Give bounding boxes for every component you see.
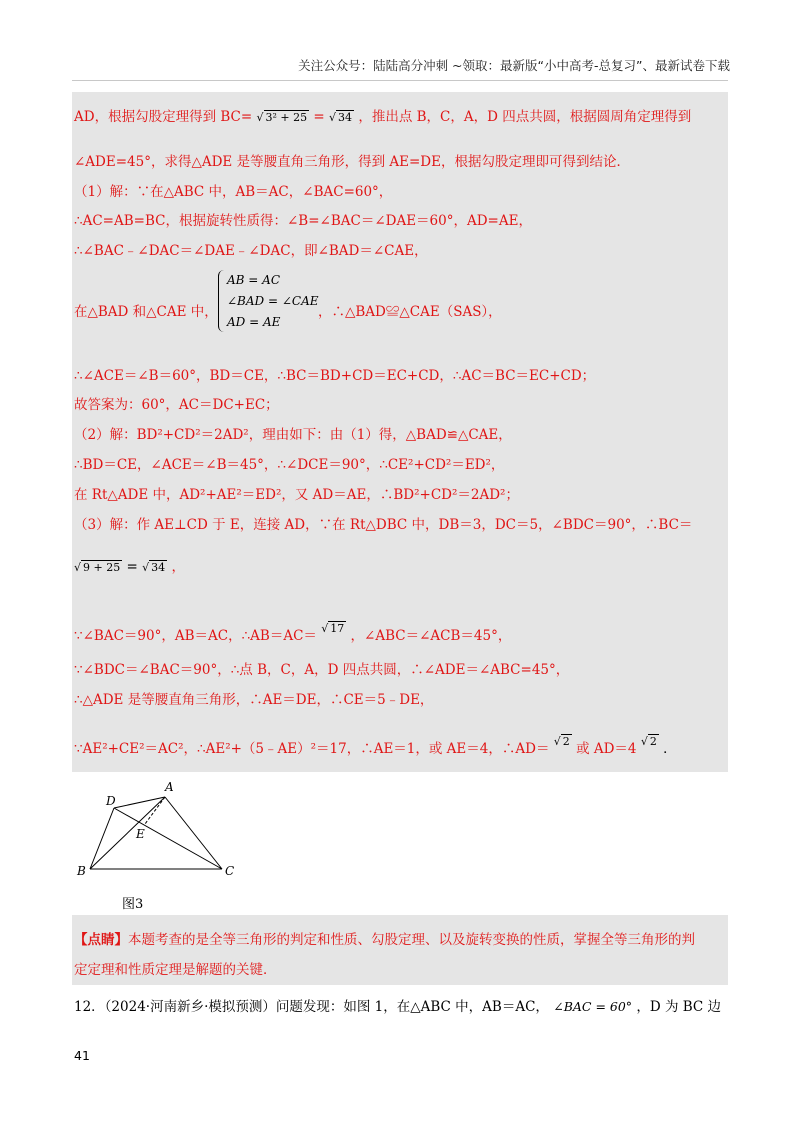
equals-sign: = [313,109,325,125]
question-angle: ∠BAC = 60° [553,999,633,1014]
sqrt-34: √ 34 [329,110,353,124]
line-1-text-c: ，推出点 B，C，A，D 四点共圆，根据圆周角定理得到 [358,109,692,125]
segment-DC [114,808,222,869]
solution-line-17 [74,733,677,758]
line-1-text-a: AD，根据勾股定理得到 BC= [74,109,253,125]
line-17-text-b: 或 AD＝4 [576,741,637,757]
segment-DA [114,797,165,808]
label-D: D [106,794,116,808]
line-14-text-b: ，∠ABC＝∠ACB＝45°， [350,628,512,644]
segment-BA [90,797,165,869]
label-A: A [165,780,174,794]
figure-3-diagram [72,772,244,914]
solution-line-11: 在 Rt△ADE 中，AD²+AE²＝ED²，又 AD＝AE，∴BD²+CD²＝2AD²； [74,487,519,503]
sqrt-17: √ 17 [321,622,345,635]
solution-line-9: （2）解：BD²+CD²＝2AD²，理由如下：由（1）得，△BAD≌△CAE， [74,427,512,443]
equation-system [218,270,337,332]
sqrt-34-b: √ 34 [142,560,166,574]
system-eq-3: AD = AE [227,315,281,329]
solution-line-2: ∠ADE=45°，求得△ADE 是等腰直角三角形，得到 AE=DE，根据勾股定理即可得到结论． [74,154,630,170]
page-number: 41 [74,1048,90,1063]
segment-BD [90,808,114,869]
note-line-1 [74,931,695,949]
header-divider [72,80,728,81]
sqrt-2: √ 2 [553,735,570,748]
solution-line-5: ∴∠BAC﹣∠DAC＝∠DAE﹣∠DAC，即∠BAD＝∠CAE， [74,243,428,259]
page-header: 关注公众号：陆陆高分冲刺 ~领取：最新版“小中高考-总复习”、最新试卷下载 [298,58,730,73]
solution-line-13 [74,558,185,577]
sqrt-expression: √ 3² + 25 [256,110,308,124]
equals-sign-2: = [126,559,138,575]
solution-line-12: （3）解：作 AE⊥CD 于 E，连接 AD，∵在 Rt△DBC 中，DB＝3，DC＝5，∠BDC＝90°，∴BC＝ [74,517,693,533]
question-12 [74,995,721,1015]
solution-line-14 [74,620,511,645]
solution-line-3: （1）解：∵在△ABC 中，AB＝AC，∠BAC=60°， [74,184,393,200]
solution-line-1 [74,108,691,127]
solution-line-6-pre: 在△BAD 和△CAE 中， [74,304,218,320]
solution-line-7: ∴∠ACE＝∠B＝60°，BD＝CE，∴BC＝BD+CD＝EC+CD，∴AC＝BC＝EC+CD； [74,368,596,384]
label-C: C [225,864,235,878]
solution-line-8: 故答案为：60°，AC＝DC+EC； [74,397,279,413]
sqrt-2-b: √ 2 [640,735,657,748]
question-text-a: 12．（2024·河南新乡·模拟预测）问题发现：如图 1，在△ABC 中，AB＝AC， [74,999,549,1015]
solution-line-15: ∵∠BDC＝∠BAC＝90°，∴点 B，C，A，D 四点共圆，∴∠ADE＝∠ABC=45°， [74,662,570,678]
label-B: B [77,864,86,878]
note-text-1: 本题考查的是全等三角形的判定和性质、勾股定理、以及旋转变换的性质，掌握全等三角形的判 [128,932,695,948]
solution-line-4: ∴AC=AB=BC，根据旋转性质得：∠B=∠BAC＝∠DAE＝60°，AD=AE， [74,213,532,229]
note-line-2: 定定理和性质定理是解题的关键． [74,962,277,978]
system-eq-1: AB = AC [227,273,281,287]
figure-caption: 图3 [122,897,144,912]
note-label: 【点睛】 [74,932,128,948]
solution-line-10: ∴BD＝CE，∠ACE＝∠B＝45°，∴∠DCE＝90°，∴CE²+CD²＝ED²， [74,457,505,473]
solution-line-16: ∴△ADE 是等腰直角三角形，∴AE＝DE，∴CE＝5﹣DE， [74,692,434,708]
system-eq-2: ∠BAD = ∠CAE [227,294,319,308]
line-13-post: ， [171,559,185,575]
line-14-text-a: ∵∠BAC＝90°，AB＝AC，∴AB＝AC＝ [74,628,317,644]
label-E: E [136,827,145,841]
line-17-text-a: ∵AE²+CE²＝AC²，∴AE²+（5﹣AE）²＝17，∴AE＝1，或 AE＝4，∴AD＝ [74,741,550,757]
line-17-text-c: ． [663,741,677,757]
geometry-figure [72,772,244,914]
question-text-b: ，D 为 BC 边 [636,999,722,1015]
solution-line-6-post: ，∴△BAD≌△CAE（SAS）， [318,304,502,320]
sqrt-9-plus-25: √ 9 + 25 [74,560,121,574]
segment-AC [165,797,222,869]
